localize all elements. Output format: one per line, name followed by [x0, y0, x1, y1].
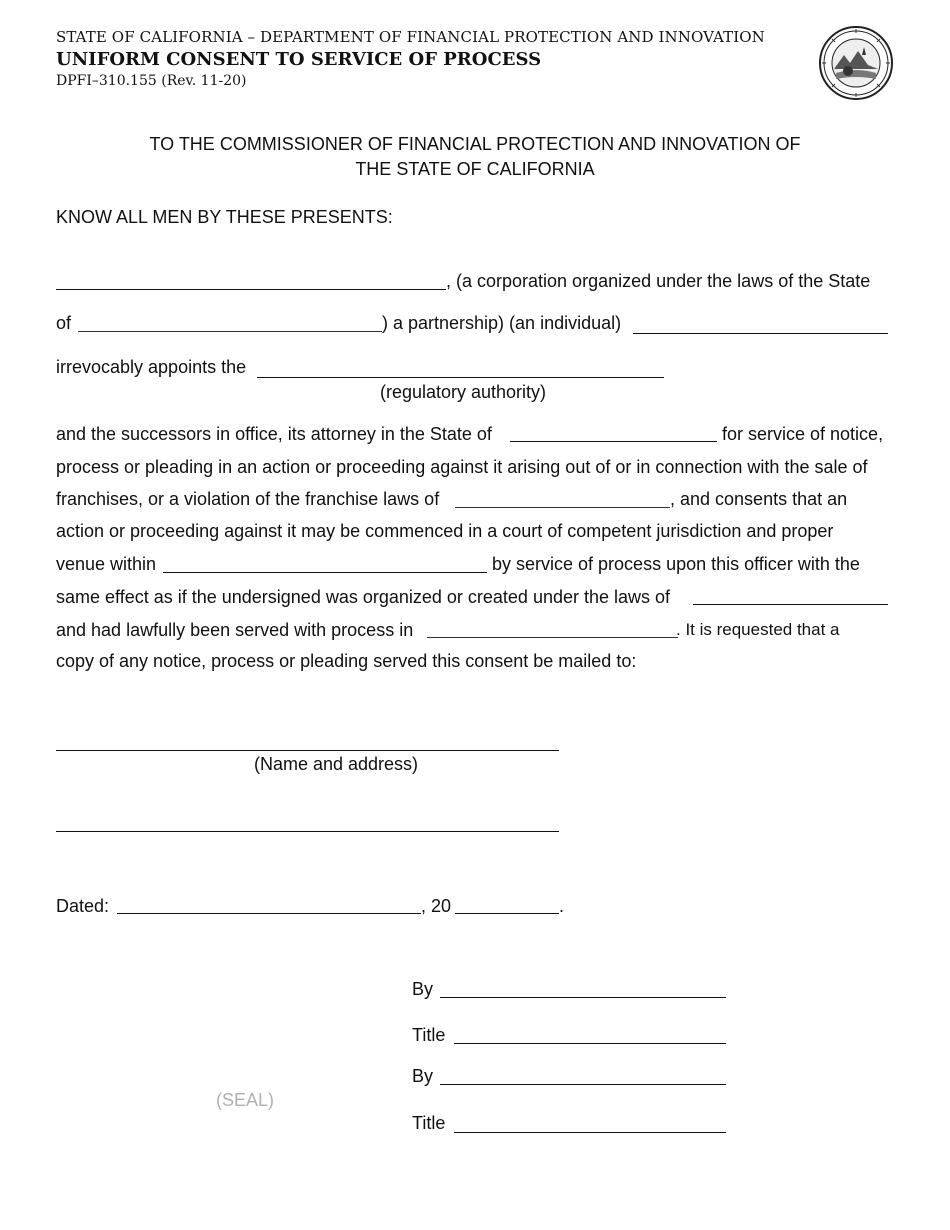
jurisdiction-text: action or proceeding against it may be commenced in a court of competent jurisdiction and proper	[56, 521, 834, 541]
title-label-1: Title	[412, 1025, 446, 1045]
by-label-1: By	[412, 979, 434, 999]
address-line-1: TO THE COMMISSIONER OF FINANCIAL PROTECTION AND INNOVATION OF	[149, 134, 801, 154]
form-code: DPFI–310.155 (Rev. 11-20)	[56, 73, 247, 89]
year-prefix: , 20	[421, 896, 452, 916]
venue-field[interactable]	[163, 572, 487, 573]
date-field[interactable]	[117, 913, 421, 914]
attorney-state-field[interactable]	[510, 441, 717, 442]
consents-text: , and consents that an	[670, 489, 848, 509]
request-text: . It is requested that a	[676, 620, 840, 639]
appoints-text: irrevocably appoints the	[56, 357, 247, 377]
regulatory-authority-field[interactable]	[257, 377, 664, 378]
entity-type-clause: ) a partnership) (an individual)	[382, 313, 622, 333]
by-signature-field-2[interactable]	[440, 1084, 726, 1085]
name-address-field-2[interactable]	[56, 831, 559, 832]
dated-period: .	[559, 896, 565, 916]
intro-text: KNOW ALL MEN BY THESE PRESENTS:	[56, 207, 393, 227]
served-text: and had lawfully been served with process in	[56, 620, 414, 640]
name-address-field-1[interactable]	[56, 750, 559, 751]
by-signature-field-1[interactable]	[440, 997, 726, 998]
corporation-clause: , (a corporation organized under the laws of the State	[446, 271, 871, 291]
franchise-laws-state-field[interactable]	[455, 507, 670, 508]
agency-name: STATE OF CALIFORNIA – DEPARTMENT OF FINANCIAL PROTECTION AND INNOVATION	[56, 28, 765, 46]
laws-of-state-field[interactable]	[693, 604, 888, 605]
year-field[interactable]	[455, 913, 559, 914]
mailing-request-text: copy of any notice, process or pleading served this consent be mailed to:	[56, 651, 637, 671]
by-label-2: By	[412, 1066, 434, 1086]
dated-label: Dated:	[56, 896, 110, 916]
seal-placeholder: (SEAL)	[216, 1090, 275, 1110]
same-effect-text: same effect as if the undersigned was organized or created under the laws of	[56, 587, 671, 607]
individual-field[interactable]	[633, 333, 888, 334]
service-notice-text: for service of notice,	[722, 424, 884, 444]
title-field-1[interactable]	[454, 1043, 726, 1044]
title-field-2[interactable]	[454, 1132, 726, 1133]
franchise-laws-text: franchises, or a violation of the franchise laws of	[56, 489, 440, 509]
process-text: process or pleading in an action or proceeding against it arising out of or in connection with the sale of	[56, 457, 868, 477]
form-title: UNIFORM CONSENT TO SERVICE OF PROCESS	[56, 49, 542, 70]
attorney-text: and the successors in office, its attorney in the State of	[56, 424, 492, 444]
entity-name-field[interactable]	[56, 289, 446, 290]
regulatory-authority-caption: (regulatory authority)	[379, 382, 547, 402]
title-label-2: Title	[412, 1113, 446, 1133]
name-address-caption: (Name and address)	[253, 754, 419, 774]
state-of-organization-field[interactable]	[78, 331, 382, 332]
served-in-field[interactable]	[427, 637, 678, 638]
address-line-2: THE STATE OF CALIFORNIA	[355, 159, 595, 179]
california-state-seal-icon	[818, 25, 894, 101]
venue-text: venue within	[56, 554, 157, 574]
of-label: of	[56, 313, 72, 333]
service-officer-text: by service of process upon this officer with the	[492, 554, 860, 574]
